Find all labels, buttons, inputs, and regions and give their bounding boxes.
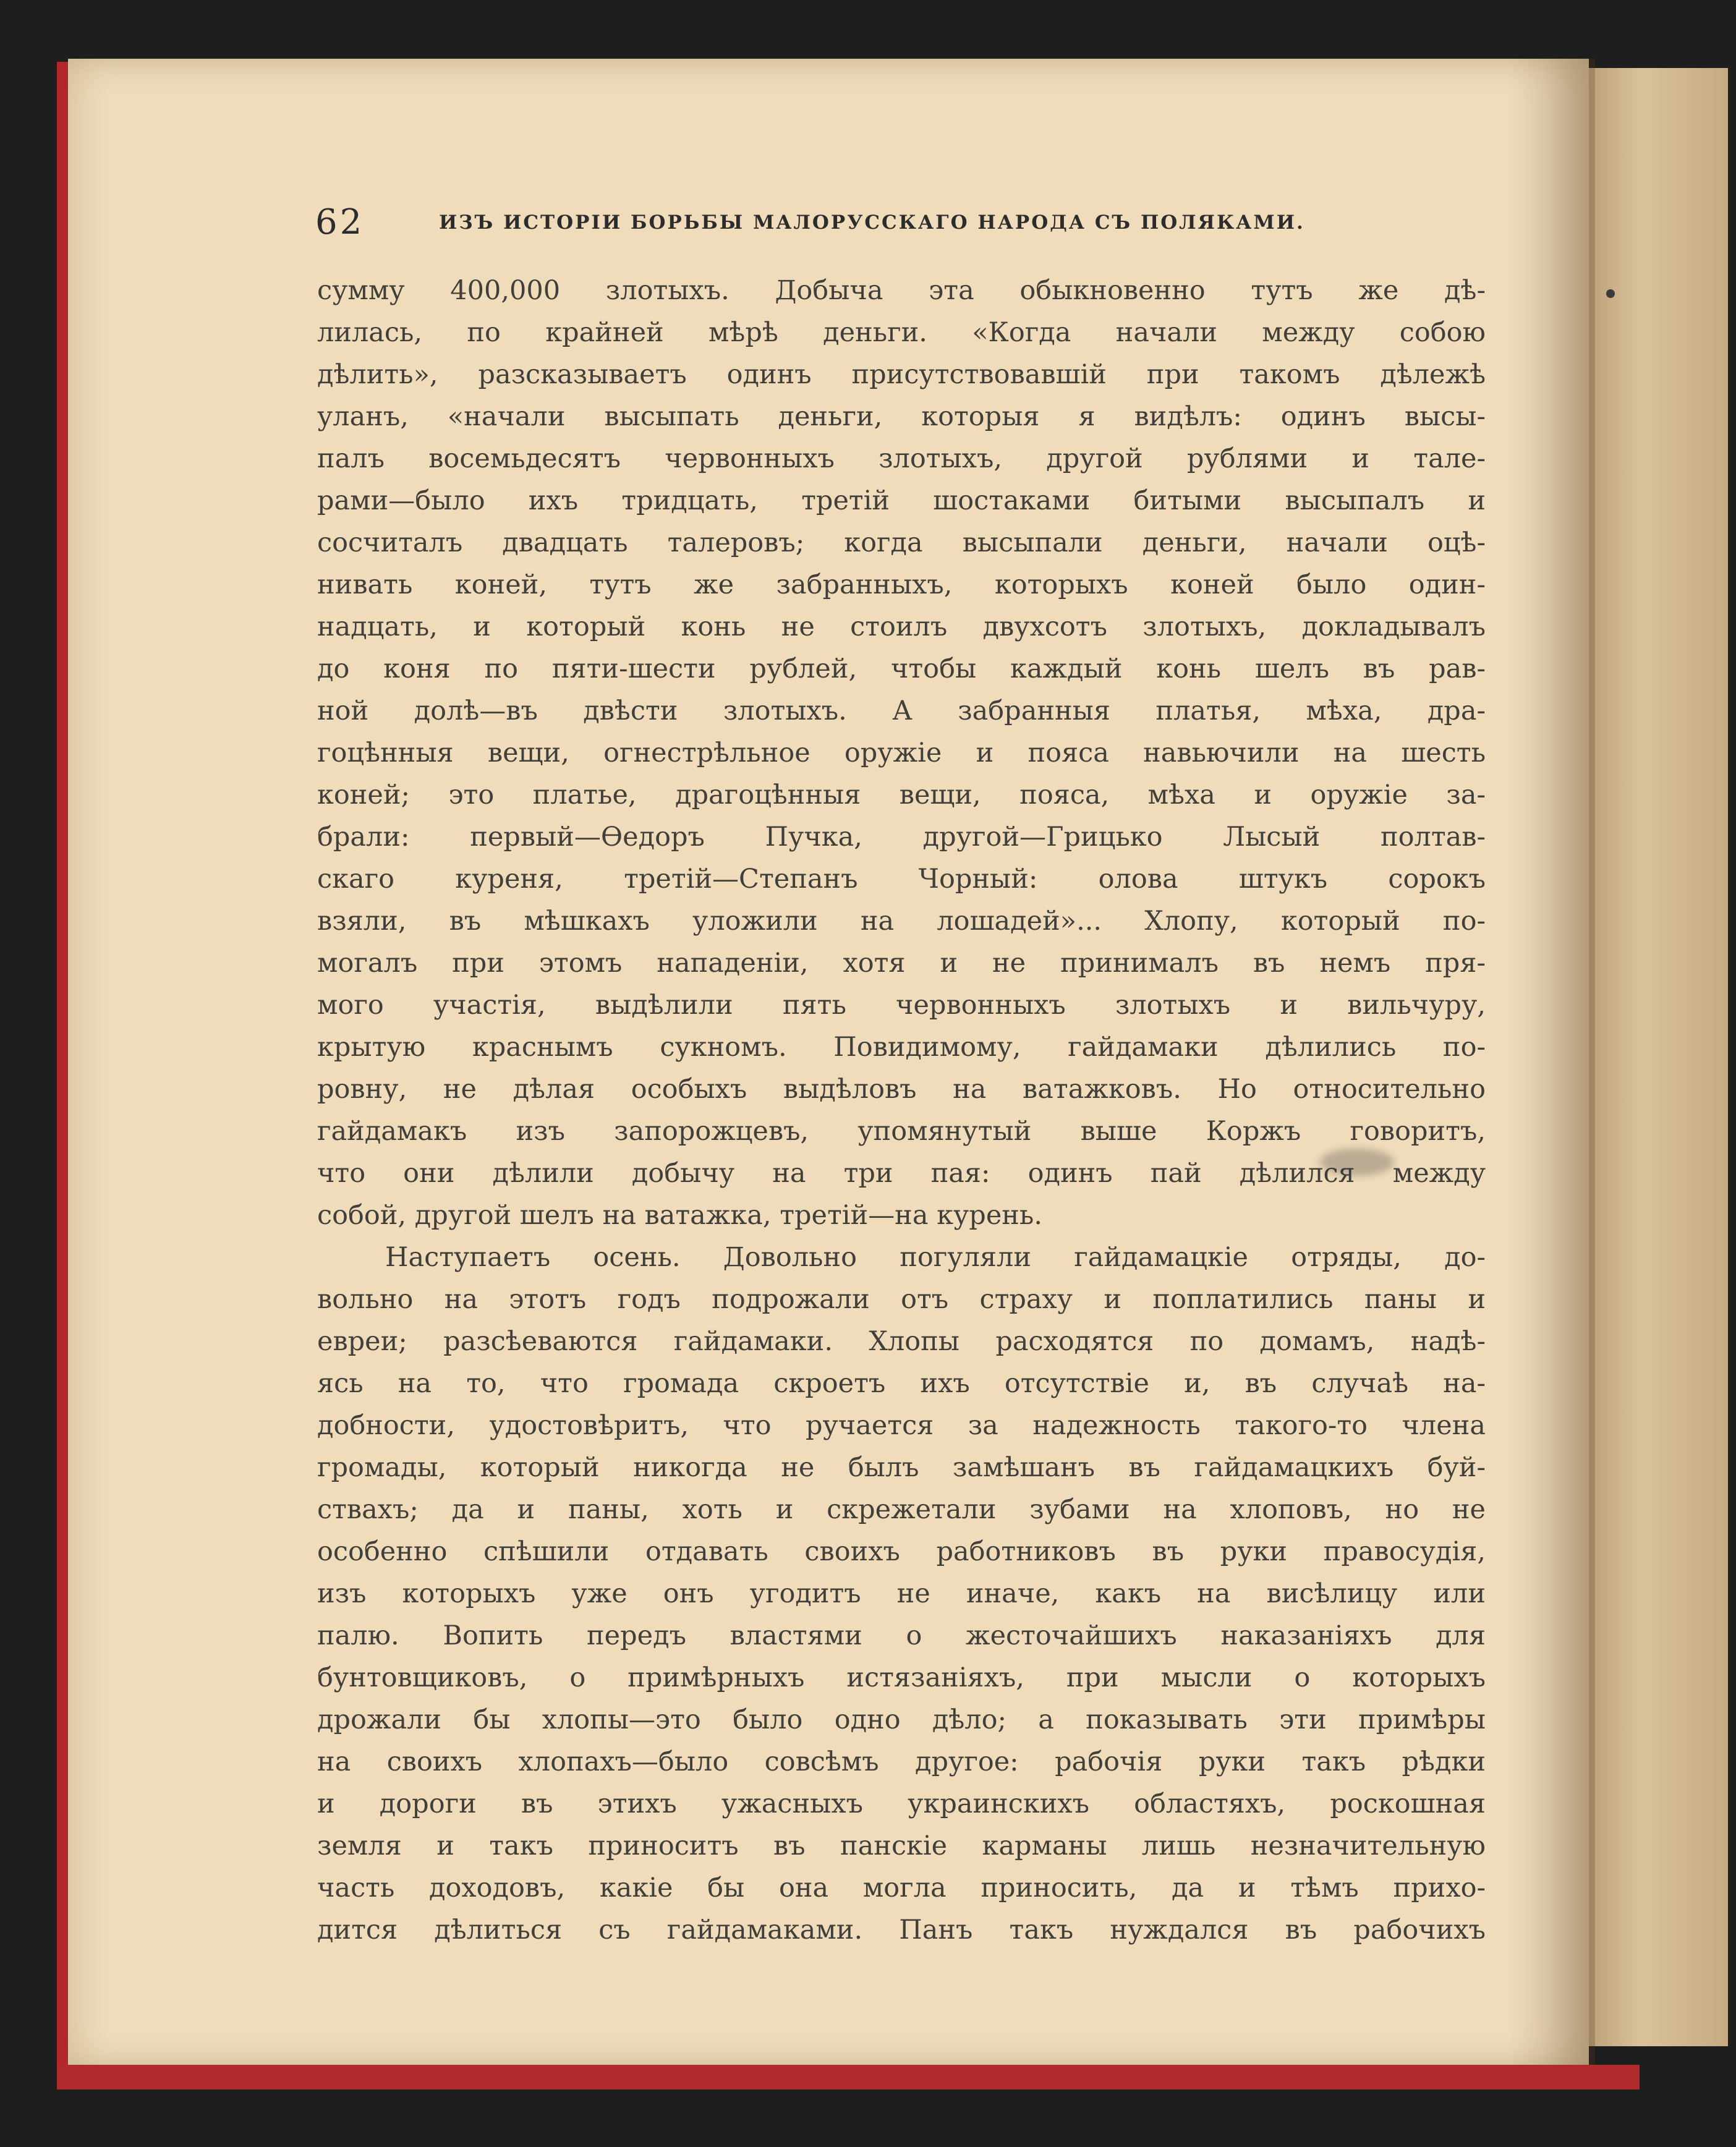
text-line: лилась, по крайней мѣрѣ деньги. «Когда начали между собою (317, 317, 1486, 348)
paragraph-first-line: Наступаетъ осень. Довольно погуляли гайдамацкіе отряды, до- (385, 1242, 1486, 1273)
page-number: 62 (315, 202, 365, 242)
text-line: ствахъ; да и паны, хоть и скрежетали зубами на хлоповъ, но не (317, 1494, 1486, 1525)
text-line: дѣлить», разсказываетъ одинъ присутствовавшій при такомъ дѣлежѣ (317, 359, 1486, 390)
text-line: ной долѣ—въ двѣсти злотыхъ. А забранныя платья, мѣха, дра- (317, 695, 1486, 726)
text-line: часть доходовъ, какіе бы она могла приносить, да и тѣмъ прихо- (317, 1873, 1486, 1903)
paragraph-last-line: собой, другой шелъ на ватажка, третій—на курень. (317, 1200, 1043, 1231)
text-line: надцать, и который конь не стоилъ двухсотъ злотыхъ, докладывалъ (317, 611, 1486, 642)
text-line: изъ которыхъ уже онъ угодитъ не иначе, какъ на висѣлицу или (317, 1578, 1486, 1609)
text-line: гайдамакъ изъ запорожцевъ, упомянутый выше Коржъ говоритъ, (317, 1116, 1486, 1147)
text-line: могалъ при этомъ нападеніи, хотя и не принималъ въ немъ пря- (317, 948, 1486, 979)
text-line: скаго куреня, третій—Степанъ Чорный: олова штукъ сорокъ (317, 864, 1486, 895)
text-line: до коня по пяти-шести рублей, чтобы каждый конь шелъ въ рав- (317, 653, 1486, 684)
text-line: коней; это платье, драгоцѣнныя вещи, пояса, мѣха и оружіе за- (317, 780, 1486, 810)
text-line: палъ восемьдесятъ червонныхъ злотыхъ, другой рублями и тале- (317, 443, 1486, 474)
text-line: брали: первый—Ѳедоръ Пучка, другой—Грицько Лысый полтав- (317, 822, 1486, 852)
text-line: палю. Вопить передъ властями о жесточайшихъ наказаніяхъ для (317, 1620, 1486, 1651)
text-line: дится дѣлиться съ гайдамаками. Панъ такъ нуждался въ рабочихъ (317, 1915, 1486, 1945)
text-line: взяли, въ мѣшкахъ уложили на лошадей»... Хлопу, который по- (317, 906, 1486, 937)
page-header (315, 204, 1490, 241)
text-line: крытую краснымъ сукномъ. Повидимому, гайдамаки дѣлились по- (317, 1032, 1486, 1063)
text-line: ровну, не дѣлая особыхъ выдѣловъ на ватажковъ. Но относительно (317, 1074, 1486, 1105)
text-line: ясь на то, что громада скроетъ ихъ отсутствіе и, въ случаѣ на- (317, 1368, 1486, 1399)
text-line: сумму 400,000 злотыхъ. Добыча эта обыкновенно тутъ же дѣ- (317, 275, 1486, 306)
text-line: нивать коней, тутъ же забранныхъ, которыхъ коней было один- (317, 569, 1486, 600)
text-line: гоцѣнныя вещи, огнестрѣльное оружіе и пояса навьючили на шесть (317, 738, 1486, 768)
text-line: уланъ, «начали высыпать деньги, которыя я видѣлъ: одинъ высы- (317, 401, 1486, 432)
text-line: евреи; разсѣеваются гайдамаки. Хлопы расходятся по домамъ, надѣ- (317, 1326, 1486, 1357)
text-line: вольно на этотъ годъ подрожали отъ страху и поплатились паны и (317, 1284, 1486, 1315)
text-line: бунтовщиковъ, о примѣрныхъ истязаніяхъ, при мысли о которыхъ (317, 1662, 1486, 1693)
text-line: сосчиталъ двадцать талеровъ; когда высыпали деньги, начали оцѣ- (317, 527, 1486, 558)
text-line: что они дѣлили добычу на три пая: одинъ пай дѣлился между (317, 1158, 1486, 1189)
body-text (317, 270, 1486, 1951)
next-page-edge (1583, 68, 1728, 2046)
text-line: добности, удостовѣритъ, что ручается за надежность такого-то члена (317, 1410, 1486, 1441)
spine-shadow (1508, 59, 1595, 2068)
text-line: особенно спѣшили отдавать своихъ работниковъ въ руки правосудія, (317, 1536, 1486, 1567)
book-cover-bottom-edge (57, 2065, 1640, 2090)
text-line: мого участія, выдѣлили пять червонныхъ злотыхъ и вильчуру, (317, 990, 1486, 1021)
text-line: дрожали бы хлопы—это было одно дѣло; а показывать эти примѣры (317, 1704, 1486, 1735)
text-line: и дороги въ этихъ ужасныхъ украинскихъ областяхъ, роскошная (317, 1788, 1486, 1819)
margin-mark (1606, 289, 1615, 298)
text-line: на своихъ хлопахъ—было совсѣмъ другое: рабочія руки такъ рѣдки (317, 1746, 1486, 1777)
running-title: ИЗЪ ИСТОРІИ БОРЬБЫ МАЛОРУССКАГО НАРОДА СЪ ПОЛЯКАМИ. (439, 211, 1305, 234)
text-line: громады, который никогда не былъ замѣшанъ въ гайдамацкихъ буй- (317, 1452, 1486, 1483)
text-line: земля и такъ приноситъ въ панскіе карманы лишь незначительную (317, 1830, 1486, 1861)
text-line: рами—было ихъ тридцать, третій шостаками битыми высыпалъ и (317, 485, 1486, 516)
